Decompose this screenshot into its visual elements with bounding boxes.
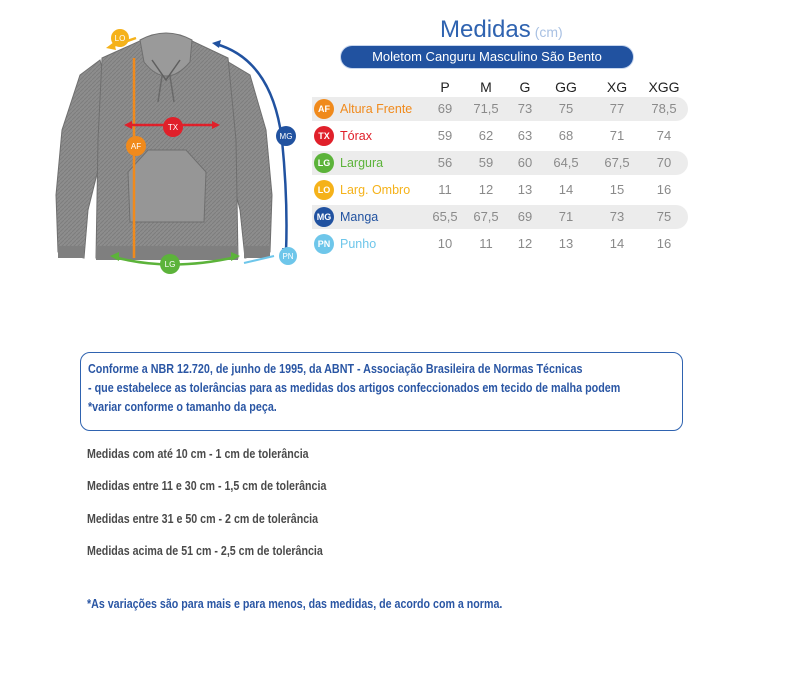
value-cell: 56	[437, 155, 453, 170]
size-header-xg: XG	[606, 79, 628, 95]
value-cell: 64,5	[553, 155, 579, 170]
tolerance-line-1: Medidas com até 10 cm - 1 cm de tolerância	[87, 446, 309, 461]
value-cell: 75	[656, 209, 672, 224]
value-cell: 74	[656, 128, 672, 143]
norm-note-line-2: - que estabelece as tolerâncias para as medidas dos artigos confeccionados em tecido de malha podem	[88, 381, 621, 395]
size-header-xgg: XGG	[648, 79, 680, 95]
badge-lo: LO	[314, 180, 334, 200]
page-title	[440, 16, 563, 44]
value-cell: 15	[609, 182, 625, 197]
value-cell: 16	[656, 182, 672, 197]
value-cell: 14	[558, 182, 574, 197]
table-row-torax	[312, 124, 688, 148]
value-cell: 69	[517, 209, 533, 224]
hoodie-illustration	[40, 20, 310, 280]
value-cell: 67,5	[604, 155, 630, 170]
value-cell: 13	[517, 182, 533, 197]
table-row-altura-frente	[312, 97, 688, 121]
badge-tx: TX	[314, 126, 334, 146]
size-header-gg: GG	[555, 79, 577, 95]
value-cell: 10	[437, 236, 453, 251]
value-cell: 71,5	[473, 101, 499, 116]
value-cell: 62	[478, 128, 494, 143]
value-cell: 71	[609, 128, 625, 143]
svg-text:MG: MG	[279, 132, 293, 141]
value-cell: 65,5	[432, 209, 458, 224]
tolerance-line-2: Medidas entre 11 e 30 cm - 1,5 cm de tolerância	[87, 478, 327, 493]
value-cell: 16	[656, 236, 672, 251]
value-cell: 59	[437, 128, 453, 143]
value-cell: 77	[609, 101, 625, 116]
value-cell: 14	[609, 236, 625, 251]
measurement-label: Largura	[340, 156, 384, 170]
norm-note-box	[80, 352, 683, 431]
value-cell: 11	[438, 182, 452, 197]
measurement-label: Larg. Ombro	[340, 183, 411, 197]
badge-lg: LG	[314, 153, 334, 173]
badge-pn: PN	[314, 234, 334, 254]
tolerance-line-4: Medidas acima de 51 cm - 2,5 cm de tolerância	[87, 543, 323, 558]
size-header-m: M	[480, 79, 492, 95]
norm-note-line-3: *variar conforme o tamanho da peça.	[88, 400, 277, 414]
value-cell: 69	[437, 101, 453, 116]
table-row-larg-ombro	[312, 178, 688, 202]
value-cell: 70	[656, 155, 672, 170]
svg-text:LG: LG	[164, 260, 176, 269]
value-cell: 78,5	[651, 101, 677, 116]
value-cell: 73	[609, 209, 625, 224]
tolerance-line-3: Medidas entre 31 e 50 cm - 2 cm de tolerância	[87, 511, 319, 526]
table-row-punho	[312, 232, 688, 256]
value-cell: 71	[558, 209, 574, 224]
value-cell: 60	[517, 155, 533, 170]
table-row-manga	[312, 205, 688, 229]
measurement-label: Manga	[340, 210, 379, 224]
value-cell: 73	[517, 101, 533, 116]
table-row-largura	[312, 151, 688, 175]
value-cell: 67,5	[473, 209, 499, 224]
size-header-p: P	[440, 79, 450, 95]
value-cell: 12	[517, 236, 533, 251]
value-cell: 12	[478, 182, 494, 197]
svg-text:AF: AF	[130, 142, 142, 151]
size-header-g: G	[519, 79, 531, 95]
svg-text:PN: PN	[282, 252, 294, 261]
badge-af: AF	[314, 99, 334, 119]
badge-mg: MG	[314, 207, 334, 227]
value-cell: 68	[558, 128, 574, 143]
value-cell: 13	[558, 236, 574, 251]
title-text: Medidas	[440, 16, 531, 43]
svg-text:TX: TX	[167, 123, 179, 132]
footnote: *As variações são para mais e para menos, das medidas, de acordo com a norma.	[87, 596, 503, 611]
title-unit: (cm)	[534, 24, 563, 40]
value-cell: 75	[558, 101, 574, 116]
value-cell: 59	[478, 155, 494, 170]
value-cell: 63	[517, 128, 533, 143]
measurement-label: Altura Frente	[340, 102, 413, 116]
product-name-banner: Moletom Canguru Masculino São Bento	[341, 46, 633, 68]
value-cell: 11	[479, 236, 493, 251]
measurement-label: Tórax	[340, 129, 372, 143]
measurement-label: Punho	[340, 237, 377, 251]
svg-text:LO: LO	[114, 34, 126, 43]
norm-note-line-1: Conforme a NBR 12.720, de junho de 1995, da ABNT - Associação Brasileira de Normas Técnicas	[88, 362, 583, 376]
